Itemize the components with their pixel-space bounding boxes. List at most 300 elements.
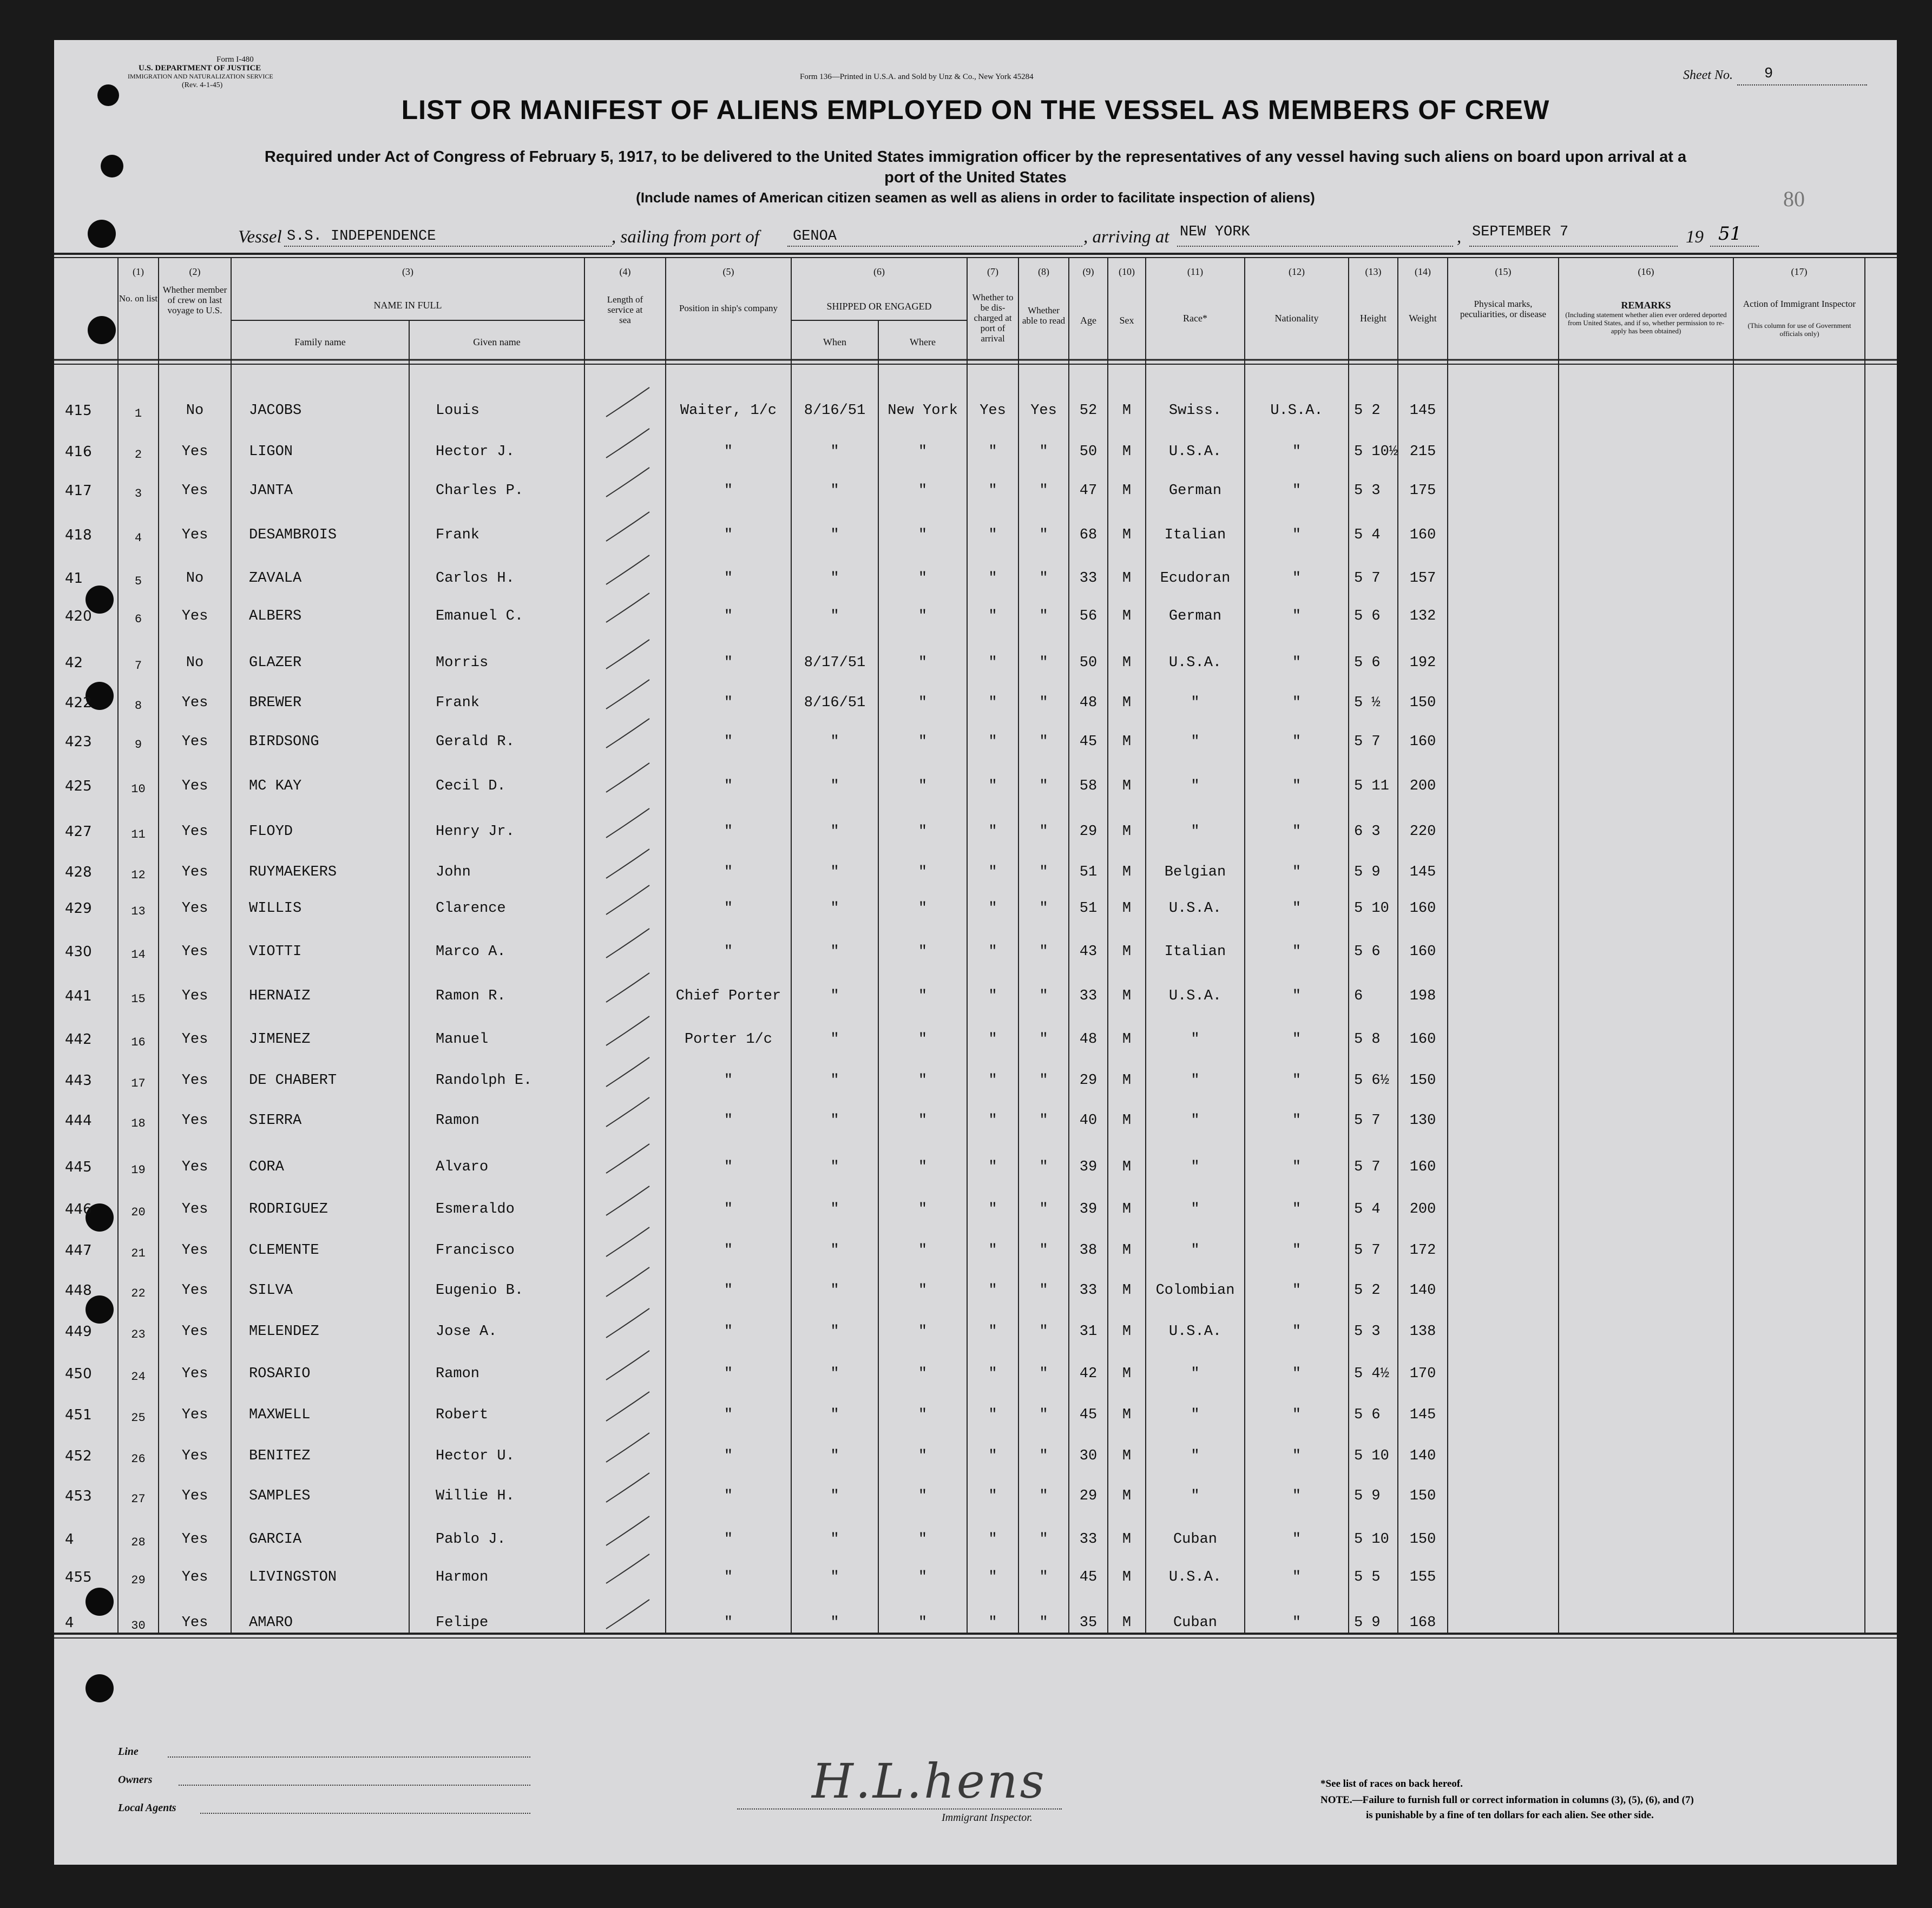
height: 6 bbox=[1354, 988, 1363, 1004]
discharged: " bbox=[988, 1488, 997, 1504]
given-name: Esmeraldo bbox=[436, 1201, 515, 1218]
list-ref: 416 bbox=[65, 444, 92, 460]
discharged: " bbox=[988, 944, 997, 960]
header-last-voyage: Whether member of crew on last voyage to U.S. bbox=[162, 285, 227, 315]
header-when: When bbox=[823, 337, 846, 347]
sex: M bbox=[1122, 655, 1132, 671]
sex: M bbox=[1122, 570, 1132, 587]
able-to-read: " bbox=[1039, 483, 1048, 499]
height: 5 7 bbox=[1354, 570, 1381, 587]
vessel-label: Vessel bbox=[238, 227, 282, 247]
sex: M bbox=[1122, 988, 1132, 1004]
header-name-in-full: NAME IN FULL bbox=[373, 300, 442, 311]
sex: M bbox=[1122, 1615, 1132, 1631]
last-voyage: Yes bbox=[181, 1282, 208, 1299]
header-sex: Sex bbox=[1119, 315, 1134, 326]
race: Cuban bbox=[1173, 1531, 1217, 1548]
last-voyage: Yes bbox=[181, 864, 208, 880]
given-name: Frank bbox=[436, 527, 480, 543]
discharged: " bbox=[988, 608, 997, 624]
age: 33 bbox=[1079, 1531, 1098, 1548]
manifest-sheet bbox=[54, 40, 1897, 1865]
inspector-signature: H.L.hens bbox=[812, 1753, 1047, 1809]
given-name: Manuel bbox=[436, 1031, 489, 1048]
shipped-when: " bbox=[830, 444, 839, 460]
position: " bbox=[724, 778, 733, 794]
height: 5 2 bbox=[1354, 403, 1381, 419]
height: 5 11 bbox=[1354, 778, 1389, 794]
shipped-where: " bbox=[918, 988, 928, 1004]
shipped-where: " bbox=[918, 1113, 928, 1129]
family-name: RODRIGUEZ bbox=[249, 1201, 328, 1218]
row-number: 24 bbox=[131, 1370, 146, 1384]
year-line bbox=[1710, 246, 1759, 247]
family-name: MC KAY bbox=[249, 778, 302, 794]
requirement-line-1: Required under Act of Congress of February 5, 1917, to be delivered to the United States immigration officer by the representatives of any vessel having such aliens on board upon arrival at a bbox=[264, 148, 1687, 166]
given-name: Harmon bbox=[436, 1569, 489, 1585]
shipped-when: " bbox=[830, 483, 839, 499]
discharged: " bbox=[988, 864, 997, 880]
family-name: RUYMAEKERS bbox=[249, 864, 337, 880]
given-name: Pablo J. bbox=[436, 1531, 506, 1548]
given-name: Cecil D. bbox=[436, 778, 506, 794]
given-name: Charles P. bbox=[436, 483, 524, 499]
shipped-where: " bbox=[918, 608, 928, 624]
last-voyage: Yes bbox=[181, 1201, 208, 1218]
discharged: " bbox=[988, 1113, 997, 1129]
header-remarks: REMARKS bbox=[1621, 300, 1671, 311]
height: 5 7 bbox=[1354, 734, 1381, 750]
arriving-label: , arriving at bbox=[1083, 227, 1169, 247]
row-number: 18 bbox=[131, 1117, 146, 1130]
last-voyage: Yes bbox=[181, 1615, 208, 1631]
race: Italian bbox=[1164, 527, 1226, 543]
list-ref: 417 bbox=[65, 483, 92, 499]
position: " bbox=[724, 944, 733, 960]
service-tick-mark bbox=[606, 1144, 649, 1173]
nationality: " bbox=[1292, 570, 1302, 587]
given-name: Robert bbox=[436, 1407, 489, 1423]
weight: 175 bbox=[1409, 483, 1436, 499]
race: " bbox=[1191, 1242, 1200, 1259]
age: 51 bbox=[1079, 864, 1098, 880]
column-number: (3) bbox=[402, 266, 413, 277]
nationality: " bbox=[1292, 1569, 1302, 1585]
age: 29 bbox=[1079, 1488, 1098, 1504]
sex: M bbox=[1122, 1324, 1132, 1340]
position: " bbox=[724, 1113, 733, 1129]
family-name: VIOTTI bbox=[249, 944, 302, 960]
shipped-where: " bbox=[918, 527, 928, 543]
discharged: " bbox=[988, 1448, 997, 1464]
given-name: Carlos H. bbox=[436, 570, 515, 587]
weight: 200 bbox=[1409, 1201, 1436, 1218]
position: Porter 1/c bbox=[684, 1031, 773, 1048]
shipped-when: 8/17/51 bbox=[804, 655, 866, 671]
position: " bbox=[724, 1407, 733, 1423]
sex: M bbox=[1122, 1073, 1132, 1089]
shipped-when: " bbox=[830, 570, 839, 587]
able-to-read: " bbox=[1039, 1531, 1048, 1548]
age: 56 bbox=[1079, 608, 1098, 624]
age: 33 bbox=[1079, 988, 1098, 1004]
discharged: " bbox=[988, 444, 997, 460]
list-ref: 423 bbox=[65, 734, 92, 750]
race: Ecudoran bbox=[1160, 570, 1231, 587]
list-ref: 428 bbox=[65, 864, 92, 880]
shipped-where: " bbox=[918, 1448, 928, 1464]
race: " bbox=[1191, 695, 1200, 711]
vessel-line bbox=[284, 246, 612, 247]
able-to-read: " bbox=[1039, 1366, 1048, 1382]
list-ref: 418 bbox=[65, 527, 92, 543]
list-ref: 444 bbox=[65, 1113, 92, 1129]
row-number: 4 bbox=[134, 531, 142, 545]
list-ref: 446 bbox=[65, 1201, 92, 1218]
age: 39 bbox=[1079, 1201, 1098, 1218]
penalty-note-2: is punishable by a fine of ten dollars for each alien. See other side. bbox=[1366, 1810, 1654, 1821]
shipped-where: " bbox=[918, 655, 928, 671]
service-tick-mark bbox=[606, 1473, 649, 1502]
row-number: 13 bbox=[131, 905, 146, 918]
sheet-no-line bbox=[1737, 84, 1867, 85]
nationality: " bbox=[1292, 1324, 1302, 1340]
list-ref: 41 bbox=[65, 570, 83, 587]
shipped-when: " bbox=[830, 988, 839, 1004]
last-voyage: Yes bbox=[181, 1488, 208, 1504]
nationality: " bbox=[1292, 1031, 1302, 1048]
weight: 138 bbox=[1409, 1324, 1436, 1340]
given-name: Alvaro bbox=[436, 1159, 489, 1175]
weight: 160 bbox=[1409, 527, 1436, 543]
nationality: " bbox=[1292, 608, 1302, 624]
discharged: " bbox=[988, 695, 997, 711]
sex: M bbox=[1122, 444, 1132, 460]
weight: 160 bbox=[1409, 1159, 1436, 1175]
column-number: (15) bbox=[1495, 266, 1512, 277]
race: " bbox=[1191, 1201, 1200, 1218]
shipped-where: " bbox=[918, 824, 928, 840]
requirement-line-2: port of the United States bbox=[884, 169, 1067, 186]
age: 33 bbox=[1079, 570, 1098, 587]
position: Chief Porter bbox=[675, 988, 781, 1004]
nationality: " bbox=[1292, 1448, 1302, 1464]
row-number: 22 bbox=[131, 1287, 146, 1300]
nationality: " bbox=[1292, 655, 1302, 671]
race: U.S.A. bbox=[1168, 988, 1222, 1004]
arriving-line bbox=[1177, 246, 1453, 247]
age: 51 bbox=[1079, 900, 1098, 917]
row-number: 14 bbox=[131, 948, 146, 962]
able-to-read: " bbox=[1039, 1569, 1048, 1585]
row-number: 30 bbox=[131, 1619, 146, 1633]
discharged: " bbox=[988, 1324, 997, 1340]
list-ref: 425 bbox=[65, 778, 92, 794]
shipped-when: " bbox=[830, 944, 839, 960]
sex: M bbox=[1122, 1448, 1132, 1464]
sex: M bbox=[1122, 778, 1132, 794]
race: German bbox=[1168, 483, 1222, 499]
comma: , bbox=[1457, 227, 1462, 247]
age: 47 bbox=[1079, 483, 1098, 499]
column-number: (10) bbox=[1119, 266, 1135, 277]
requirement-line-3: (Include names of American citizen seamen as well as aliens in order to facilitate inspection of aliens) bbox=[636, 189, 1315, 206]
sex: M bbox=[1122, 1242, 1132, 1259]
service-tick-mark bbox=[606, 1057, 649, 1087]
sex: M bbox=[1122, 1201, 1132, 1218]
given-name: Felipe bbox=[436, 1615, 489, 1631]
nationality: " bbox=[1292, 1615, 1302, 1631]
header-physical-marks: Physical marks, peculiarities, or disease bbox=[1460, 299, 1547, 319]
shipped-when: " bbox=[830, 608, 839, 624]
family-name: ALBERS bbox=[249, 608, 302, 624]
service-tick-mark bbox=[606, 640, 649, 669]
last-voyage: Yes bbox=[181, 1073, 208, 1089]
sex: M bbox=[1122, 900, 1132, 917]
page-title: LIST OR MANIFEST OF ALIENS EMPLOYED ON THE VESSEL AS MEMBERS OF CREW bbox=[401, 95, 1550, 125]
able-to-read: " bbox=[1039, 778, 1048, 794]
service-tick-mark bbox=[606, 1351, 649, 1380]
row-number: 28 bbox=[131, 1536, 146, 1549]
height: 5 6½ bbox=[1354, 1073, 1389, 1089]
height: 5 10 bbox=[1354, 1448, 1389, 1464]
family-name: JACOBS bbox=[249, 403, 302, 419]
shipped-when: " bbox=[830, 864, 839, 880]
age: 50 bbox=[1079, 655, 1098, 671]
given-name: Emanuel C. bbox=[436, 608, 524, 624]
able-to-read: " bbox=[1039, 1282, 1048, 1299]
position: " bbox=[724, 1531, 733, 1548]
nationality: " bbox=[1292, 1159, 1302, 1175]
service-tick-mark bbox=[606, 512, 649, 541]
page-mark: 80 bbox=[1783, 187, 1805, 211]
position: " bbox=[724, 900, 733, 917]
age: 45 bbox=[1079, 1407, 1098, 1423]
service-tick-mark bbox=[606, 1308, 649, 1338]
given-name: Gerald R. bbox=[436, 734, 515, 750]
able-to-read: " bbox=[1039, 1201, 1048, 1218]
sex: M bbox=[1122, 1031, 1132, 1048]
able-to-read: " bbox=[1039, 608, 1048, 624]
header-given-name: Given name bbox=[473, 337, 521, 347]
able-to-read: " bbox=[1039, 1407, 1048, 1423]
age: 48 bbox=[1079, 695, 1098, 711]
family-name: BIRDSONG bbox=[249, 734, 319, 750]
nationality: " bbox=[1292, 734, 1302, 750]
list-ref: 429 bbox=[65, 900, 92, 917]
given-name: Morris bbox=[436, 655, 489, 671]
race: Cuban bbox=[1173, 1615, 1217, 1631]
row-number: 17 bbox=[131, 1077, 146, 1090]
weight: 170 bbox=[1409, 1366, 1436, 1382]
given-name: Marco A. bbox=[436, 944, 506, 960]
sex: M bbox=[1122, 734, 1132, 750]
list-ref: 451 bbox=[65, 1407, 92, 1423]
height: 5 9 bbox=[1354, 864, 1381, 880]
row-number: 5 bbox=[134, 575, 142, 588]
service-tick-mark bbox=[606, 1392, 649, 1421]
height: 5 3 bbox=[1354, 1324, 1381, 1340]
list-ref: 449 bbox=[65, 1324, 92, 1340]
height: 5 7 bbox=[1354, 1113, 1381, 1129]
shipped-when: 8/16/51 bbox=[804, 695, 866, 711]
shipped-when: " bbox=[830, 1531, 839, 1548]
able-to-read: " bbox=[1039, 1615, 1048, 1631]
position: " bbox=[724, 1569, 733, 1585]
arriving-port: NEW YORK bbox=[1180, 224, 1250, 240]
age: 58 bbox=[1079, 778, 1098, 794]
sex: M bbox=[1122, 1159, 1132, 1175]
sex: M bbox=[1122, 944, 1132, 960]
list-ref: 447 bbox=[65, 1242, 92, 1259]
weight: 160 bbox=[1409, 1031, 1436, 1048]
position: " bbox=[724, 1201, 733, 1218]
nationality: " bbox=[1292, 1407, 1302, 1423]
family-name: DESAMBROIS bbox=[249, 527, 337, 543]
position: " bbox=[724, 695, 733, 711]
shipped-when: " bbox=[830, 1488, 839, 1504]
row-number: 12 bbox=[131, 869, 146, 882]
race: " bbox=[1191, 1031, 1200, 1048]
given-name: Willie H. bbox=[436, 1488, 515, 1504]
able-to-read: " bbox=[1039, 1242, 1048, 1259]
sex: M bbox=[1122, 1113, 1132, 1129]
row-number: 26 bbox=[131, 1452, 146, 1466]
family-name: BREWER bbox=[249, 695, 302, 711]
given-name: Francisco bbox=[436, 1242, 515, 1259]
service-tick-mark bbox=[606, 1433, 649, 1462]
family-name: SAMPLES bbox=[249, 1488, 311, 1504]
nationality: " bbox=[1292, 900, 1302, 917]
family-name: SIERRA bbox=[249, 1113, 302, 1129]
family-name: AMARO bbox=[249, 1615, 293, 1631]
nationality: " bbox=[1292, 1531, 1302, 1548]
family-name: ROSARIO bbox=[249, 1366, 311, 1382]
position: " bbox=[724, 1615, 733, 1631]
height: 5 7 bbox=[1354, 1159, 1381, 1175]
list-ref: 453 bbox=[65, 1488, 92, 1504]
height: 5 7 bbox=[1354, 1242, 1381, 1259]
punch-hole-3 bbox=[88, 220, 116, 248]
column-number: (4) bbox=[619, 266, 631, 277]
last-voyage: Yes bbox=[181, 824, 208, 840]
height: 5 9 bbox=[1354, 1488, 1381, 1504]
weight: 150 bbox=[1409, 695, 1436, 711]
service-tick-mark bbox=[606, 1016, 649, 1045]
given-name: Henry Jr. bbox=[436, 824, 515, 840]
height: 5 4 bbox=[1354, 527, 1381, 543]
discharged: " bbox=[988, 1366, 997, 1382]
able-to-read: " bbox=[1039, 1448, 1048, 1464]
age: 40 bbox=[1079, 1113, 1098, 1129]
sailing-from-label: , sailing from port of bbox=[612, 227, 759, 247]
shipped-when: " bbox=[830, 1615, 839, 1631]
shipped-where: " bbox=[918, 483, 928, 499]
list-ref: 427 bbox=[65, 824, 92, 840]
vessel-name: S.S. INDEPENDENCE bbox=[287, 228, 436, 245]
race: " bbox=[1191, 1407, 1200, 1423]
last-voyage: Yes bbox=[181, 1531, 208, 1548]
given-name: Ramon R. bbox=[436, 988, 506, 1004]
height: 5 9 bbox=[1354, 1615, 1381, 1631]
family-name: MELENDEZ bbox=[249, 1324, 319, 1340]
discharged: " bbox=[988, 1407, 997, 1423]
list-ref: 415 bbox=[65, 403, 92, 419]
last-voyage: Yes bbox=[181, 778, 208, 794]
height: 5 4 bbox=[1354, 1201, 1381, 1218]
weight: 150 bbox=[1409, 1488, 1436, 1504]
list-ref: 422 bbox=[65, 695, 92, 711]
able-to-read: " bbox=[1039, 824, 1048, 840]
sex: M bbox=[1122, 864, 1132, 880]
able-to-read: " bbox=[1039, 1113, 1048, 1129]
nationality: " bbox=[1292, 1488, 1302, 1504]
age: 42 bbox=[1079, 1366, 1098, 1382]
shipped-when: " bbox=[830, 1366, 839, 1382]
race: " bbox=[1191, 1113, 1200, 1129]
weight: 160 bbox=[1409, 900, 1436, 917]
family-name: MAXWELL bbox=[249, 1407, 311, 1423]
header-weight: Weight bbox=[1409, 313, 1437, 324]
service-tick-mark bbox=[606, 680, 649, 709]
punch-hole-4 bbox=[88, 316, 116, 344]
department: U.S. DEPARTMENT OF JUSTICE bbox=[139, 64, 261, 73]
column-number: (17) bbox=[1791, 266, 1808, 277]
shipped-where: " bbox=[918, 1407, 928, 1423]
age: 45 bbox=[1079, 1569, 1098, 1585]
able-to-read: " bbox=[1039, 1488, 1048, 1504]
shipped-when: " bbox=[830, 527, 839, 543]
sex: M bbox=[1122, 1488, 1132, 1504]
sheet-label: Sheet No. bbox=[1683, 68, 1733, 82]
header-able-to-read: Whether able to read bbox=[1022, 305, 1066, 326]
header-shipped-or-engaged: SHIPPED OR ENGAGED bbox=[826, 301, 932, 312]
sex: M bbox=[1122, 695, 1132, 711]
race: " bbox=[1191, 824, 1200, 840]
discharged: " bbox=[988, 527, 997, 543]
weight: 145 bbox=[1409, 403, 1436, 419]
height: 5 10 bbox=[1354, 900, 1389, 917]
last-voyage: Yes bbox=[181, 988, 208, 1004]
able-to-read: " bbox=[1039, 1159, 1048, 1175]
age: 38 bbox=[1079, 1242, 1098, 1259]
header-height: Height bbox=[1360, 313, 1386, 324]
able-to-read: " bbox=[1039, 734, 1048, 750]
weight: 157 bbox=[1409, 570, 1436, 587]
given-name: Louis bbox=[436, 403, 480, 419]
race: U.S.A. bbox=[1168, 655, 1222, 671]
weight: 172 bbox=[1409, 1242, 1436, 1259]
given-name: Jose A. bbox=[436, 1324, 497, 1340]
able-to-read: " bbox=[1039, 864, 1048, 880]
age: 48 bbox=[1079, 1031, 1098, 1048]
shipped-where: " bbox=[918, 444, 928, 460]
weight: 132 bbox=[1409, 608, 1436, 624]
family-name: CLEMENTE bbox=[249, 1242, 319, 1259]
position: " bbox=[724, 1324, 733, 1340]
age: 45 bbox=[1079, 734, 1098, 750]
given-name: Ramon bbox=[436, 1366, 480, 1382]
age: 30 bbox=[1079, 1448, 1098, 1464]
last-voyage: Yes bbox=[181, 444, 208, 460]
nationality: " bbox=[1292, 483, 1302, 499]
row-number: 15 bbox=[131, 992, 146, 1006]
nationality: " bbox=[1292, 824, 1302, 840]
list-ref: 430 bbox=[65, 944, 92, 960]
signature-line bbox=[737, 1808, 1062, 1810]
punch-hole-10 bbox=[86, 1674, 114, 1702]
shipped-when: " bbox=[830, 1201, 839, 1218]
